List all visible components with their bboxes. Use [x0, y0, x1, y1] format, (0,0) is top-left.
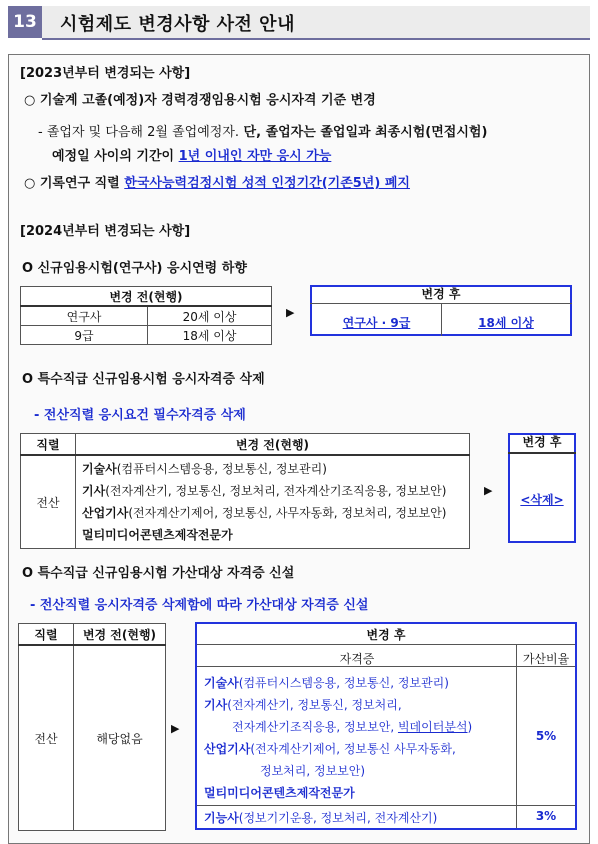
- cert-detail: (전자계산기제어, 정보통신 사무자동화,: [250, 742, 456, 756]
- after-cell-1: 연구사 · 9급: [342, 316, 411, 330]
- item-2023-2-highlight: 한국사능력검정시험 성적 인정기간(기존5년) 폐지: [124, 176, 410, 191]
- list-item: [204, 716, 472, 738]
- item-2023-1-detail-2: [52, 145, 331, 164]
- cert-name: 멀티미디어콘텐츠제작전문가: [82, 528, 233, 542]
- list-item: [204, 694, 472, 716]
- divider: [197, 644, 575, 645]
- detail-text: - 졸업자 및 다음해 2월 졸업예정자.: [38, 125, 240, 140]
- bonus-before-table: [18, 623, 166, 831]
- cert-detail: 정보처리, 정보보안): [260, 764, 366, 778]
- page-title: 시험제도 변경사항 사전 안내: [60, 14, 295, 35]
- cert-name: 기술사: [82, 462, 117, 476]
- cert-detail: (전자계산기, 정보통신, 정보처리,: [227, 698, 402, 712]
- table-cell: 해당없음: [74, 645, 166, 831]
- cert-detail: (전자계산기, 정보통신, 정보처리, 전자계산기조직응용, 정보보안): [105, 484, 447, 498]
- cert-detail: (전자계산기제어, 정보통신, 사무자동화, 정보처리, 정보보안): [128, 506, 447, 520]
- bonus-rate: 5%: [535, 729, 557, 743]
- list-item: [204, 809, 437, 826]
- cert-name: 기사: [82, 484, 106, 498]
- item-2023-1-detail: [38, 121, 487, 140]
- detail-bold: 단, 졸업자는 졸업일과 최종시험(면접시험): [239, 125, 488, 140]
- age-before-table: [20, 286, 272, 345]
- table-header: 변경 전(현행): [74, 624, 166, 646]
- list-item: [82, 480, 469, 502]
- section-heading-2024: [2024년부터 변경되는 사항]: [20, 224, 191, 239]
- item-2023-1: ○ 기술계 고졸(예정)자 경력경쟁임용시험 응시자격 기준 변경: [24, 93, 376, 108]
- table-cell: [76, 455, 470, 549]
- list-item: [204, 760, 472, 782]
- list-item: [204, 738, 472, 760]
- list-item: [82, 458, 469, 480]
- arrow-icon: ▶: [286, 306, 295, 319]
- bonus-cert-list: [204, 672, 472, 804]
- title-underline: [42, 38, 590, 40]
- cert-detail: (컴퓨터시스템응용, 정보통신, 정보관리): [238, 676, 449, 690]
- section-number: 13: [8, 6, 42, 38]
- table-cell: 전산: [19, 645, 74, 831]
- cert-detail: (정보기기운용, 정보처리, 전자계산기): [238, 811, 438, 825]
- section-heading-2023: [2023년부터 변경되는 사항]: [20, 66, 191, 81]
- cert-name: 멀티미디어콘텐츠제작전문가: [204, 786, 355, 800]
- item-2024-2: O 특수직급 신규임용시험 응시자격증 삭제: [22, 372, 265, 387]
- item-2024-2-sub: - 전산직렬 응시요건 필수자격증 삭제: [34, 408, 246, 423]
- detail-highlight: 1년 이내인 자만 응시 가능: [178, 149, 332, 164]
- table-cell: 18세 이상: [148, 326, 272, 345]
- cert-name: 기능사: [204, 811, 239, 825]
- table-header: 직렬: [21, 434, 76, 456]
- after-cell-2: 18세 이상: [478, 316, 534, 330]
- table-header: 변경 전(현행): [76, 434, 470, 456]
- table-cell: 20세 이상: [148, 306, 272, 326]
- item-2024-3: O 특수직급 신규임용시험 가산대상 자격증 신설: [22, 566, 295, 581]
- table-cell: 9급: [21, 326, 148, 345]
- table-row: [21, 306, 272, 326]
- cert-name: 기술사: [204, 676, 239, 690]
- cert-detail: (컴퓨터시스템응용, 정보통신, 정보관리): [116, 462, 327, 476]
- table-header: 변경 전(현행): [21, 287, 272, 307]
- cert-name: 산업기사: [82, 506, 129, 520]
- cert-detail: 전자계산기조직응용, 정보보안,: [232, 720, 398, 734]
- table-header: 변경 후: [508, 433, 576, 454]
- cert-new: 빅데이터분석: [397, 720, 468, 734]
- list-item: [82, 524, 469, 546]
- item-2024-3-sub: - 전산직렬 응시자격증 삭제함에 따라 가산대상 자격증 신설: [30, 598, 369, 613]
- delete-label: <삭제>: [520, 493, 564, 507]
- divider: [197, 666, 575, 667]
- table-cell: 연구사: [21, 306, 148, 326]
- arrow-icon: ▶: [171, 722, 180, 735]
- table-header: 직렬: [19, 624, 74, 646]
- divider: [197, 805, 575, 806]
- cert-delete-table: [20, 433, 470, 549]
- item-2024-1: O 신규임용시험(연구사) 응시연령 하향: [22, 261, 247, 276]
- list-item: [82, 502, 469, 524]
- table-header: 변경 후: [366, 628, 406, 642]
- arrow-icon: ▶: [484, 484, 493, 497]
- cert-name: 기사: [204, 698, 228, 712]
- cert-detail: ): [467, 720, 473, 734]
- item-2023-2-label: ○ 기록연구 직렬: [24, 176, 125, 191]
- table-header: 변경 후: [310, 285, 572, 304]
- bonus-rate: 3%: [535, 809, 557, 823]
- list-item: [204, 672, 472, 694]
- table-cell: 전산: [21, 455, 76, 549]
- detail-text-2: 예정일 사이의 기간이: [52, 149, 179, 164]
- column-header: 자격증: [339, 652, 375, 666]
- cert-name: 산업기사: [204, 742, 251, 756]
- table-row: [21, 326, 272, 345]
- list-item: [204, 782, 472, 804]
- column-header: 가산비율: [522, 652, 570, 666]
- item-2023-2: [24, 172, 410, 191]
